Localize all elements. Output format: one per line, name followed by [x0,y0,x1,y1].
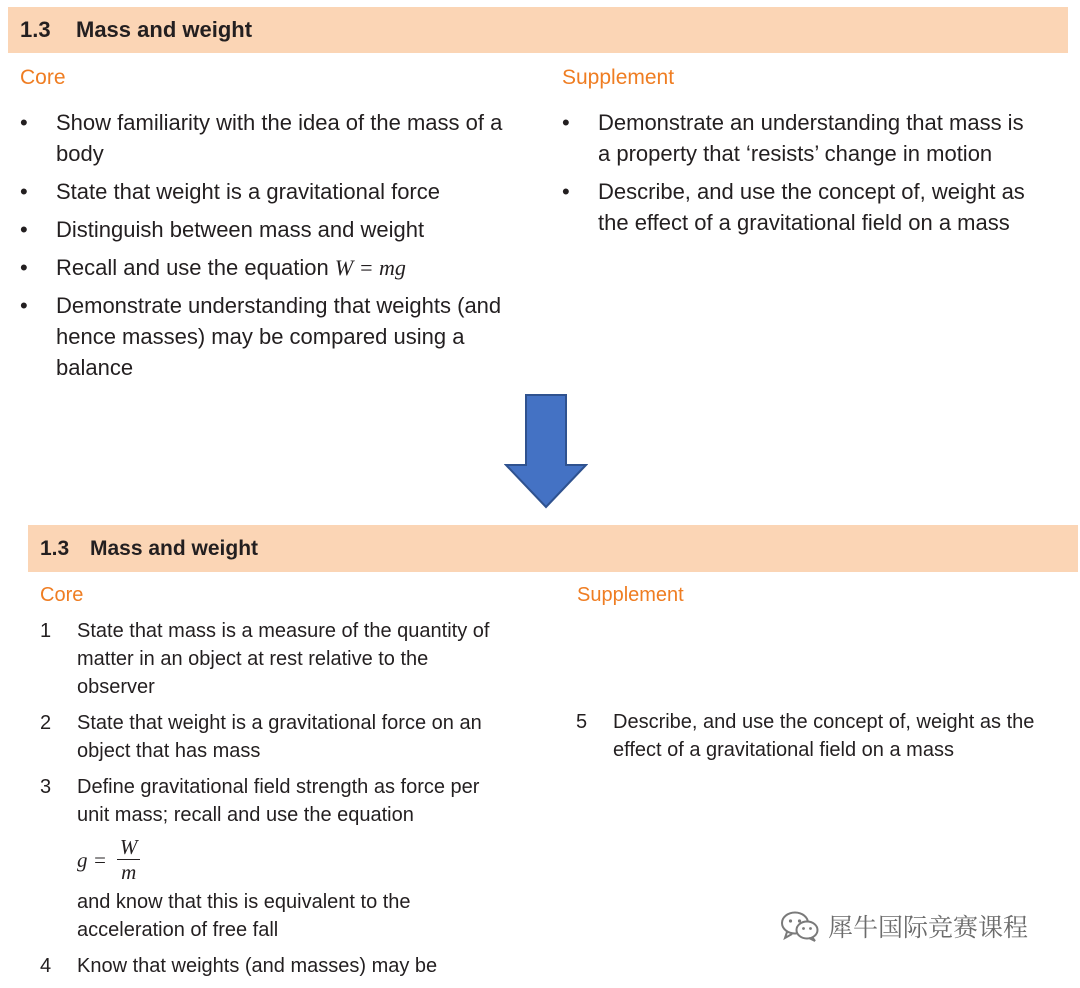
list-item [18,107,518,169]
list-item [40,952,510,980]
list-item-text: Demonstrate understanding that weights (and hence masses) may be compared using a balance [56,293,502,380]
list-item [18,290,518,383]
bullet-icon: • [20,293,28,318]
list-item-text: Demonstrate an understanding that mass is a property that ‘resists’ change in motion [598,110,1024,166]
list-item [560,107,1040,169]
list-item-text: State that weight is a gravitational force on an object that has mass [77,712,482,762]
bullet-icon: • [20,255,28,280]
list-item-text: State that mass is a measure of the quantity of matter in an object at rest relative to the observer [77,620,490,698]
wechat-icon [780,910,820,942]
list-item [40,617,510,701]
item-number: 4 [40,955,52,977]
top-supplement-list [560,107,1040,245]
equation: W = mg [334,255,406,280]
formula-fraction [117,835,141,884]
item-number: 2 [40,712,52,734]
list-item-text: Define gravitational field strength as force per unit mass; recall and use the equation [77,776,480,826]
bottom-section-header [28,525,1078,572]
bottom-section-number: 1.3 [40,536,70,560]
list-item [560,176,1040,238]
top-section-title: Mass and weight [76,17,253,42]
gravitational-field-formula [77,835,140,884]
item-number: 5 [576,711,588,733]
list-item [18,214,518,245]
item-number: 1 [40,620,52,642]
bottom-supplement-list [576,708,1056,772]
list-item-text: Describe, and use the concept of, weight as the effect of a gravitational field on a mass [613,711,1035,761]
list-item-text: Recall and use the equation [56,255,335,280]
list-item [40,773,510,944]
down-arrow-shape [506,395,586,507]
list-item [576,708,1056,764]
list-item [18,252,518,283]
list-item-text: Distinguish between mass and weight [56,217,425,242]
top-core-label: Core [20,66,66,89]
list-item-text: Know that weights (and masses) may be [77,955,438,977]
list-item [40,709,510,765]
list-item-text: Describe, and use the concept of, weight as the effect of a gravitational field on a mass [598,179,1025,235]
watermark [780,908,1028,944]
item-number: 3 [40,776,52,798]
bottom-core-list [40,617,510,988]
bottom-supplement-label: Supplement [577,584,684,606]
list-item [18,176,518,207]
bullet-icon: • [562,179,570,204]
bullet-icon: • [20,110,28,135]
list-item-text: Show familiarity with the idea of the mass of a body [56,110,503,166]
watermark-text: 犀牛国际竞赛课程 [828,914,1029,942]
bottom-core-label: Core [40,584,84,606]
down-arrow-icon [504,393,588,509]
bottom-section-title: Mass and weight [90,536,259,560]
formula-numerator: W [117,835,141,860]
top-supplement-label: Supplement [562,66,675,89]
bullet-icon: • [20,217,28,242]
top-section-header [8,7,1068,53]
formula-denominator: m [121,860,137,884]
bullet-icon: • [562,110,570,135]
top-core-list [18,107,518,390]
list-item-continuation: and know that this is equivalent to the acceleration of free fall [77,891,411,941]
list-item-text: State that weight is a gravitational force [56,179,440,204]
top-section-number: 1.3 [20,17,51,42]
bullet-icon: • [20,179,28,204]
formula-lhs: g = [77,847,107,872]
